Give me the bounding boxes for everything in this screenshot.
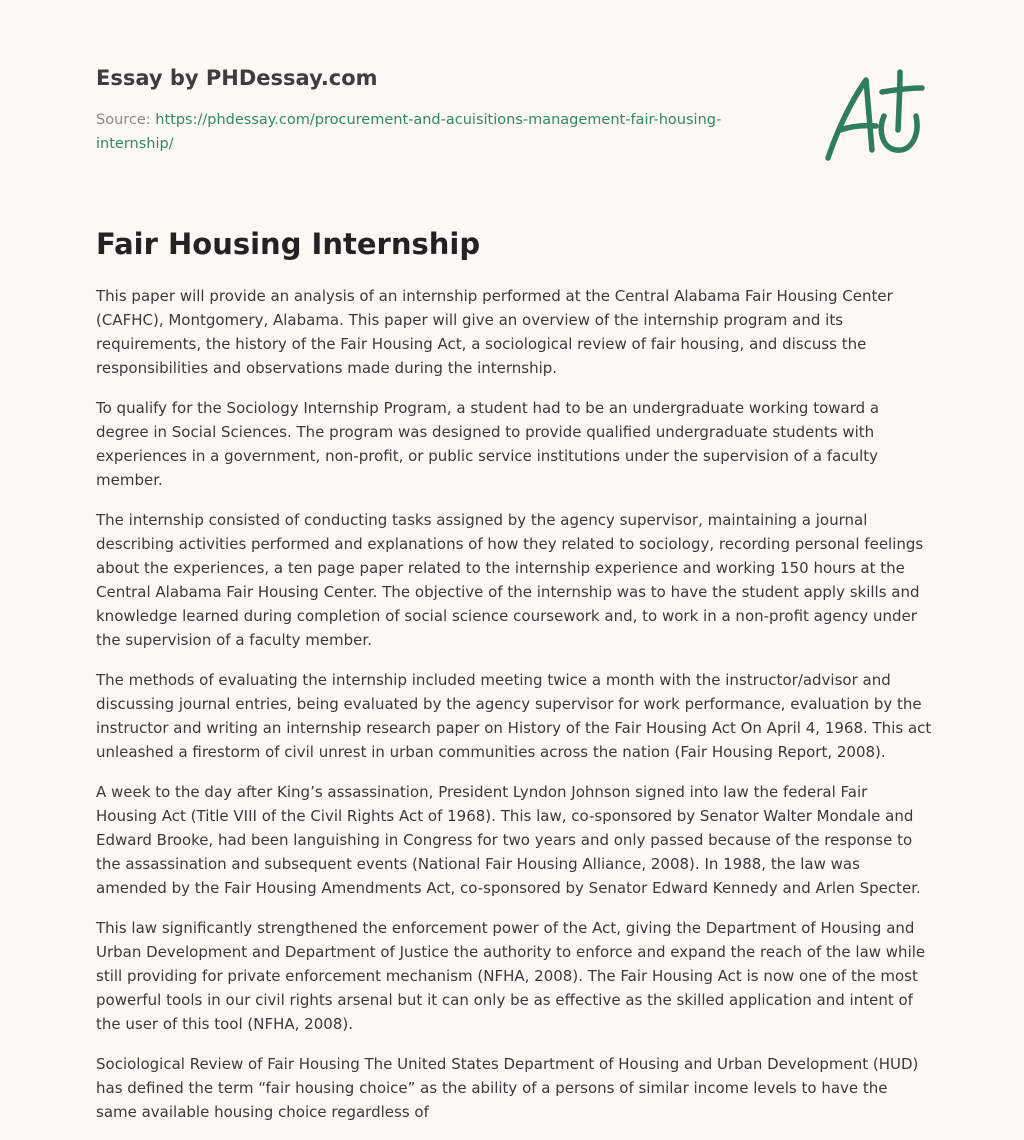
paragraph: To qualify for the Sociology Internship Program, a student had to be an undergraduate working toward a degree in Social Sciences. The program was designed to provide qualified undergraduate students with experiences in a government, non-profit, or public service institutions under the supervision of a faculty member. <box>96 399 880 489</box>
article-title: Fair Housing Internship <box>96 227 481 261</box>
a-plus-logo-icon <box>820 68 930 168</box>
paragraph: This law significantly strengthened the enforcement power of the Act, giving the Department of Housing and Urban Development and Department of Justice the authority to enforce and expand the reach of the law while still providing for private enforcement mechanism (NFHA, 2008). The Fair Housing Act is now one of the most powerful tools in our civil rights arsenal but it can only be as effective as the skilled application and intent of the user of this tool (NFHA, 2008). <box>96 919 926 1033</box>
paragraph: A week to the day after King’s assassination, President Lyndon Johnson signed into law the federal Fair Housing Act (Title VIII of the Civil Rights Act of 1968). This law, co-sponsored by Senator Walter Mondale and Edward Brooke, had been languishing in Congress for two years and only passed because of the response to the assassination and subsequent events (National Fair Housing Alliance, 2008). In 1988, the law was amended by the Fair Housing Amendments Act, co-sponsored by Senator Edward Kennedy and Arlen Specter. <box>96 783 921 897</box>
source-label: Source: <box>96 112 151 128</box>
article-body <box>96 284 932 1140</box>
paragraph: The methods of evaluating the internship included meeting twice a month with the instructor/advisor and discussing journal entries, being evaluated by the agency supervisor for work performance, evaluation by the instructor and writing an internship research paper on History of the Fair Housing Act On April 4, 1968. This act unleashed a firestorm of civil unrest in urban communities across the nation (Fair Housing Report, 2008). <box>96 671 932 761</box>
site-title: Essay by PHDessay.com <box>96 66 378 90</box>
paragraph: The internship consisted of conducting tasks assigned by the agency supervisor, maintaining a journal describing activities performed and explanations of how they related to sociology, recording personal feelings about the experiences, a ten page paper related to the internship experience and working 150 hours at the Central Alabama Fair Housing Center. The objective of the internship was to have the student apply skills and knowledge learned during completion of social science coursework and, to work in a non-profit agency under the supervision of a faculty member. <box>96 511 924 649</box>
paragraph: Sociological Review of Fair Housing The United States Department of Housing and Urban Development (HUD) has defined the term “fair housing choice” as the ability of a persons of similar income levels to have the same available housing choice regardless of <box>96 1055 919 1121</box>
source-line <box>96 108 776 156</box>
page-header <box>96 62 796 156</box>
paragraph: This paper will provide an analysis of an internship performed at the Central Alabama Fair Housing Center (CAFHC), Montgomery, Alabama. This paper will give an overview of the internship program and its requirements, the history of the Fair Housing Act, a sociological review of fair housing, and discuss the responsibilities and observations made during the internship. <box>96 287 893 377</box>
source-link[interactable]: https://phdessay.com/procurement-and-acuisitions-management-fair-housing-internship/ <box>96 112 722 152</box>
a-plus-logo <box>820 68 930 168</box>
